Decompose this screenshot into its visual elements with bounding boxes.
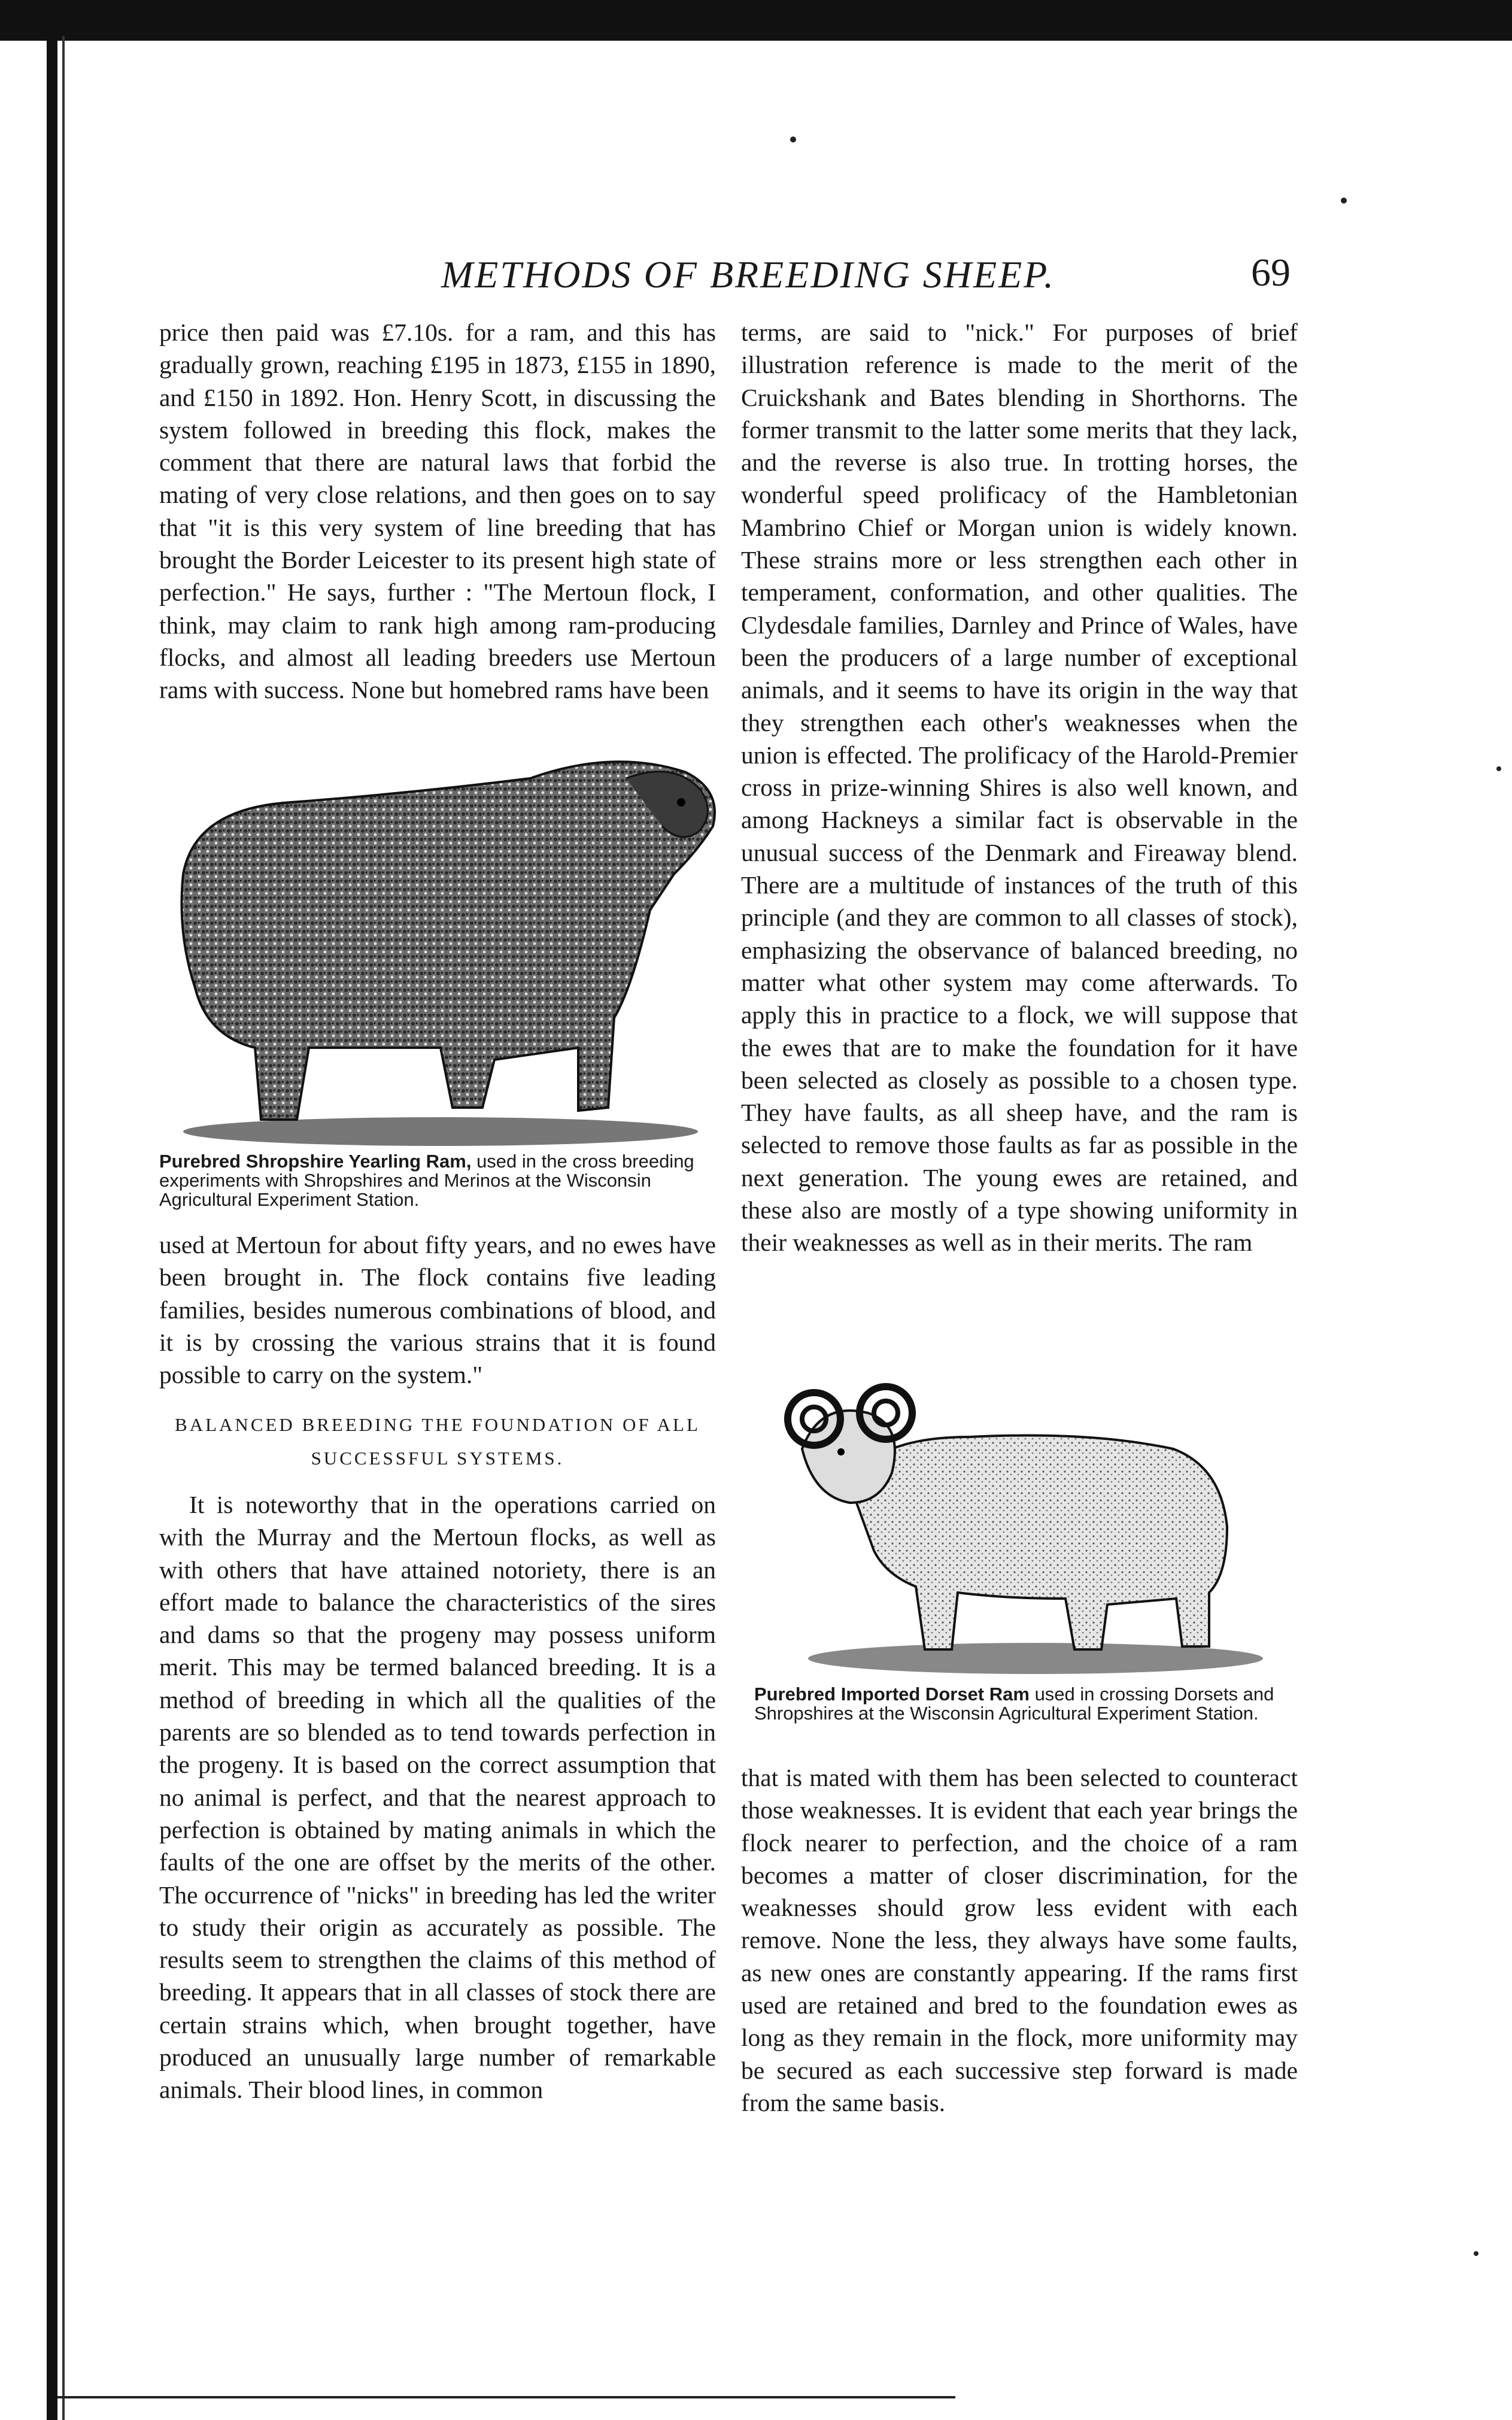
scan-speck xyxy=(790,137,796,142)
left-border-inner xyxy=(62,36,65,2420)
bottom-rule xyxy=(57,2396,955,2398)
paragraph: It is noteworthy that in the operations carried on with the Murray and the Mertoun flocks, as well as with others that have attained notoriety, there is an effort made to balance the characteristics of the sires and dams so that the progeny may possess uniform merit. This may be termed balanced breeding. It is a method of breeding in which all the qualities of the parents are so blended as to tend towards perfection in the progeny. It is based on the correct assumption that no animal is perfect, and that the nearest approach to perfection is obtained by mating animals in which the faults of the one are offset by the merits of the other. The occurrence of "nicks" in breeding has led the writer to study their origin as accurately as possible. The results seem to strengthen the claims of this method of breeding. It appears that in all classes of stock there are certain strains which, when brought together, have produced an unusually large number of remarkable animals. Their blood lines, in common xyxy=(159,1491,716,2104)
left-column-top xyxy=(159,316,716,706)
section-heading: BALANCED BREEDING THE FOUNDATION OF ALL SUCCESSFUL SYSTEMS. xyxy=(175,1414,700,1469)
figure-dorset-ram xyxy=(754,1347,1305,1723)
paragraph: terms, are said to "nick." For purposes of brief illustration reference is made to the merit of the Cruickshank and Bates blending in Shorthorns. The former transmit to the latter some merits that they lack, and the reverse is also true. In trotting horses, the wonderful speed prolificacy of the Hambletonian Mambrino Chief or Morgan union is widely known. These strains more or less strengthen each other in temperament, conformation, and other qualities. The Clydesdale families, Darnley and Prince of Wales, have been the producers of a large number of exceptional animals, and it seems to have its origin in the way that they strengthen each other's weaknesses when the union is effected. The prolificacy of the Harold-Premier cross in prize-winning Shires is also well known, and among Hackneys a similar fact is observable in the unusual success of the Denmark and Fireaway blend. There are a multitude of instances of the truth of this principle (and they are common to all classes of stock), emphasizing the observance of balanced breeding, no matter what other system may come afterwards. To apply this in practice to a flock, we will suppose that the ewes that are to make the foundation for it have been selected as closely as possible to a chosen type. They have faults, as all sheep have, and the ram is selected to remove those faults as far as possible in the next generation. The young ewes are retained, and these also are mostly of a type showing uniformity in their weaknesses as well as in their merits. The ram xyxy=(741,319,1298,1257)
dorset-ram-illustration xyxy=(754,1347,1305,1682)
caption-text: used in crossing Dorsets and Shropshires at the Wisconsin Agricultural Experiment Station. xyxy=(754,1684,1274,1724)
shropshire-ram-illustration xyxy=(159,736,722,1150)
caption-title: Purebred Imported Dorset Ram xyxy=(754,1684,1030,1705)
right-column-top xyxy=(741,316,1298,1259)
left-column-bottom xyxy=(159,1488,716,2106)
paragraph: price then paid was £7.10s. for a ram, and this has gradually grown, reaching £195 in 1873, £155 in 1890, and £150 in 1892. Hon. Henry Scott, in discussing the system followed in breeding this flock, makes the comment that there are natural laws that forbid the mating of very close relations, and then goes on to say that "it is this very system of line breeding that has brought the Border Leicester to its present high state of perfection." He says, further : "The Mertoun flock, I think, may claim to rank high among ram-producing flocks, and almost all leading breeders use Mertoun rams with success. None but homebred rams have been xyxy=(159,319,716,704)
figure-caption xyxy=(754,1685,1293,1723)
top-border xyxy=(0,0,1512,41)
scan-speck xyxy=(1474,2251,1478,2256)
page-number: 69 xyxy=(1251,251,1291,295)
left-column-middle xyxy=(159,1229,716,1391)
caption-text: used in the cross breeding experiments with Shropshires and Merinos at the Wisconsin Agricultural Experiment Station. xyxy=(159,1151,694,1210)
scan-speck xyxy=(1341,198,1347,204)
paragraph: used at Mertoun for about fifty years, and no ewes have been brought in. The flock contains five leading families, besides numerous combinations of blood, and it is by crossing the various strains that it is found possible to carry on the system." xyxy=(159,1231,716,1389)
running-head: METHODS OF BREEDING SHEEP. xyxy=(441,253,1056,296)
paragraph: that is mated with them has been selected to counteract those weaknesses. It is evident that each year brings the flock nearer to perfection, and the choice of a ram becomes a matter of closer discrimination, for the weaknesses should grow less evident with each remove. None the less, they always have some faults, as new ones are constantly appearing. If the rams first used are retained and bred to the foundation ewes as long as they remain in the flock, more uniformity may be secured as each successive step forward is made from the same basis. xyxy=(741,1764,1298,2116)
figure-caption xyxy=(159,1152,716,1209)
left-border xyxy=(47,36,57,2420)
caption-title: Purebred Shropshire Yearling Ram, xyxy=(159,1151,472,1172)
figure-shropshire-ram xyxy=(159,736,722,1209)
right-column-bottom xyxy=(741,1761,1298,2119)
scan-speck xyxy=(1496,766,1501,771)
